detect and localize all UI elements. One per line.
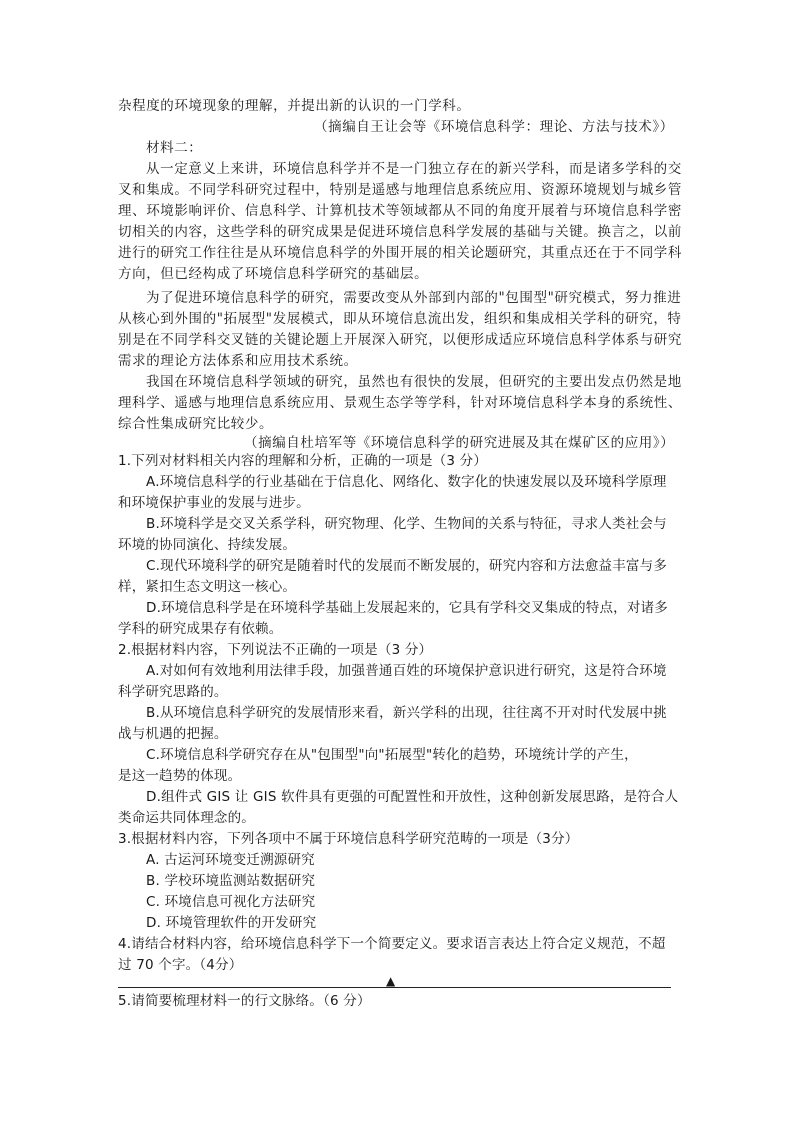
material-two-para2-line: 别是在不同学科交叉链的关键论题上开展深入研究，以便形成适应环境信息科学体系与研究 [118,332,682,348]
question-1-option-a-cont: 和环境保护事业的发展与进步。 [118,495,310,511]
question-1-option-a: A.环境信息科学的行业基础在于信息化、网络化、数字化的快速发展以及环境科学原理 [146,474,667,490]
question-4-stem: 4.请结合材料内容，给环境信息科学下一个简要定义。要求语言表达上符合定义规范，不超 [118,936,666,952]
question-3-option-b: B. 学校环境监测站数据研究 [146,873,316,889]
answer-line [118,987,671,988]
material-two-para2-line: 需求的理论方法体系和应用技术系统。 [118,353,358,369]
material-two-para1-line: 进行的研究工作往往是从环境信息科学的外围开展的相关论题研究，其重点还在于不同学科 [118,245,682,261]
question-2-stem: 2.根据材料内容，下列说法不正确的一项是（3 分） [118,642,433,658]
question-1-option-b-cont: 环境的协同演化、持续发展。 [118,537,297,553]
answer-marker-triangle-icon: ▲ [386,974,396,988]
material-two-para3-line: 我国在环境信息科学领域的研究，虽然也有很快的发展，但研究的主要出发点仍然是地 [146,374,682,390]
material-two-para2-line: 从核心到外围的"拓展型"发展模式，即从环境信息流出发，组织和集成相关学科的研究，特 [118,311,682,327]
question-2-option-c: C.环境信息科学研究存在从"包围型"向"拓展型"转化的趋势，环境统计学的产生， [146,747,638,763]
material-two-para3-line: 综合性集成研究比较少。 [118,416,274,432]
question-2-option-a-cont: 科学研究思路的。 [118,684,228,700]
material-two-para1-line: 方向，但已经构成了环境信息科学研究的基础层。 [118,266,429,282]
question-3-option-c: C. 环境信息可视化方法研究 [146,894,316,910]
material-two-heading: 材料二： [146,140,203,156]
question-2-option-d: D.组件式 GIS 让 GIS 软件具有更强的可配置性和开放性，这种创新发展思路，是符合人 [146,789,679,805]
question-3-option-a: A. 古运河环境变迁溯源研究 [146,852,315,868]
question-2-option-a: A.对如何有效地利用法律手段，加强普通百姓的环境保护意识进行研究，这是符合环境 [146,663,667,679]
question-1-stem: 1.下列对材料相关内容的理解和分析，正确的一项是（3 分） [118,453,488,469]
question-2-option-d-cont: 类命运共同体理念的。 [118,810,255,826]
question-2-option-b: B.从环境信息科学研究的发展情形来看，新兴学科的出现，往往离不开对时代发展中挑 [146,705,667,721]
question-3-option-d: D. 环境管理软件的开发研究 [146,915,317,931]
material-two-para1-line: 切相关的内容，这些学科的研究成果是促进环境信息科学发展的基础与关键。换言之，以前 [118,224,682,240]
material-two-para3-line: 理科学、遥感与地理信息系统应用、景观生态学等学科，针对环境信息科学本身的系统性、 [118,395,682,411]
material-one-last-line: 杂程度的环境现象的理解，并提出新的认识的一门学科。 [118,98,471,114]
question-1-option-d: D.环境信息科学是在环境科学基础上发展起来的，它具有学科交叉集成的特点，对诸多 [146,600,668,616]
material-two-para1-line: 从一定意义上来讲，环境信息科学并不是一门独立存在的新兴学科，而是诸多学科的交 [146,161,682,177]
question-1-option-b: B.环境科学是交叉关系学科，研究物理、化学、生物间的关系与特征，寻求人类社会与 [146,516,667,532]
question-1-option-d-cont: 学科的研究成果存有依赖。 [118,621,283,637]
question-2-option-c-cont: 是这一趋势的体现。 [118,768,242,784]
question-2-option-b-cont: 战与机遇的把握。 [118,726,228,742]
material-one-source: （摘编自王让会等《环境信息科学：理论、方法与技术》） [314,119,674,135]
material-two-para1-line: 理、环境影响评价、信息科学、计算机技术等领域都从不同的角度开展着与环境信息科学密 [118,203,682,219]
question-5-stem: 5.请简要梳理材料一的行文脉络。（6 分） [118,993,371,1009]
question-4-stem-cont: 过 70 个字。（4分） [118,957,243,973]
question-1-option-c: C.现代环境科学的研究是随着时代的发展而不断发展的，研究内容和方法愈益丰富与多 [146,558,668,574]
material-two-para2-line: 为了促进环境信息科学的研究，需要改变从外部到内部的"包围型"研究模式，努力推进 [146,290,682,306]
material-two-para1-line: 叉和集成。不同学科研究过程中，特别是遥感与地理信息系统应用、资源环境规划与城乡管 [118,182,682,198]
material-two-source: （摘编自杜培军等《环境信息科学的研究进展及其在煤矿区的应用》） [244,435,675,451]
question-3-stem: 3.根据材料内容，下列各项中不属于环境信息科学研究范畴的一项是（3分） [118,831,579,847]
question-1-option-c-cont: 样，紧扣生态文明这一核心。 [118,579,297,595]
